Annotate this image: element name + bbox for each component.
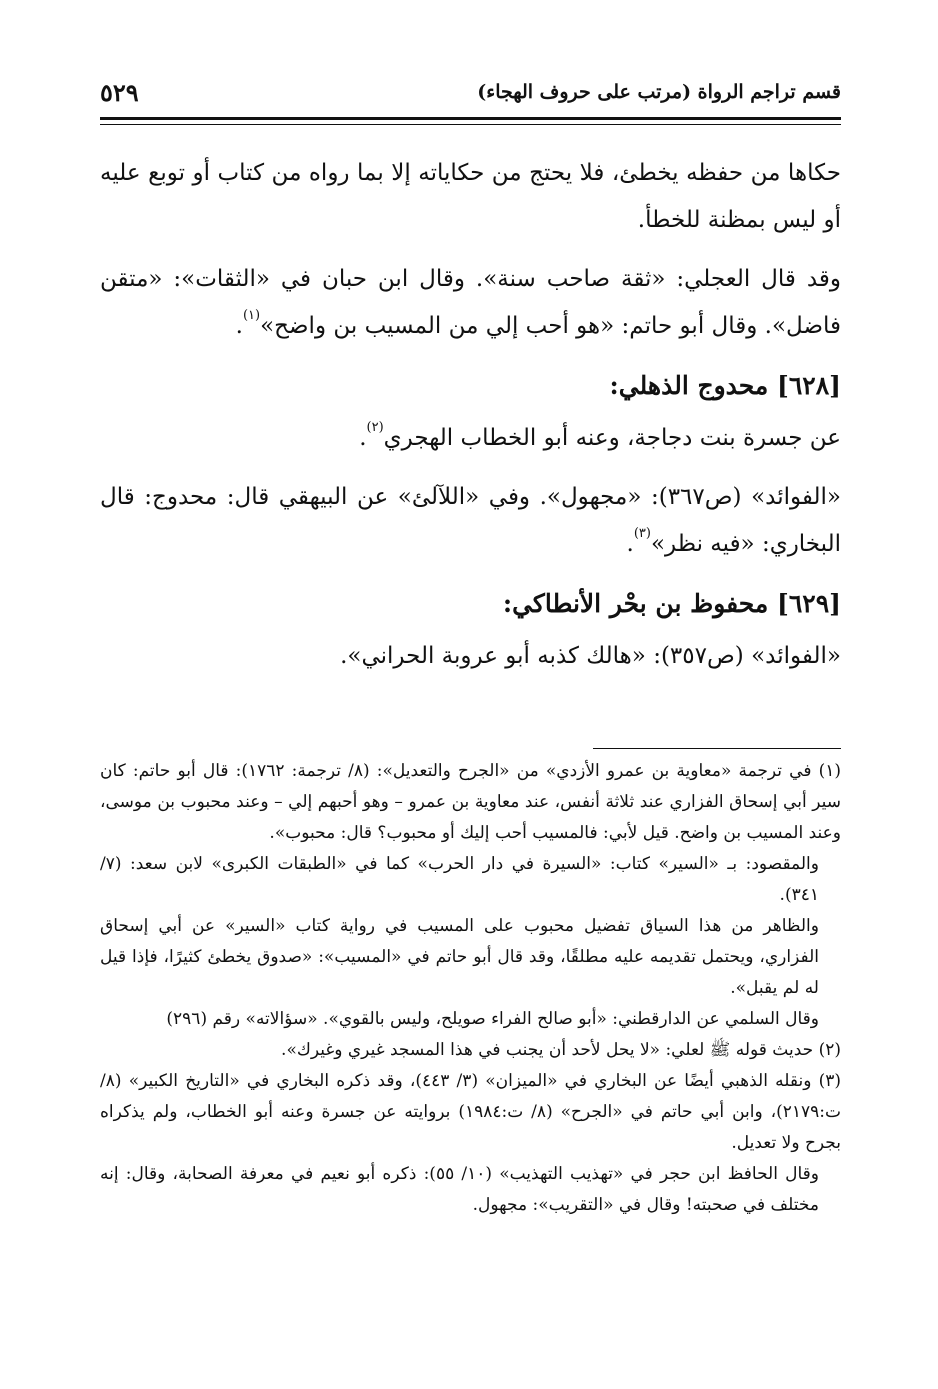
paragraph xyxy=(100,150,841,244)
paragraph xyxy=(100,633,841,680)
footnote-1-continued: والظاهر من هذا السياق تفضيل محبوب على المسيب في رواية كتاب «السير» عن أبي إسحاق الفزاري، ويحتمل تقديمه عليه مطلقًا، وقد قال أبو حاتم في «المسيب»: «صدوق يخطئ كثيرًا، فإذا قيل له لم يقبل». xyxy=(100,916,819,998)
paragraph xyxy=(100,474,841,568)
paragraph-text: «الفوائد» (ص٣٥٧): «هالك كذبه أبو عروبة الحراني». xyxy=(340,643,841,669)
header-rule-thin xyxy=(100,124,841,125)
paragraph-end: . xyxy=(359,425,367,451)
entry-628-title: [٦٢٨] محدوج الذهلي: xyxy=(609,371,841,400)
footnote-separator xyxy=(593,748,841,749)
paragraph-text: وقد قال العجلي: «ثقة صاحب سنة». وقال ابن حبان في «الثقات»: «متقن فاضل». وقال أبو حاتم: «هو أحب إلي من المسيب بن واضح» xyxy=(100,266,841,339)
header-rule-thick xyxy=(100,117,841,120)
footnote-1: (١) في ترجمة «معاوية بن عمرو الأزدي» من «الجرح والتعديل»: (٨/ ترجمة: ١٧٦٢): قال أبو حاتم: كان سير أبي إسحاق الفزاري عند ثلاثة أنفس، عند معاوية بن عمرو – وهو أحبهم إلي – وعند محبوب بن موسى، وعند المسيب بن واضح. قيل لأبي: فالمسيب أحب إليك أو محبوب؟ قال: محبوب». xyxy=(100,761,842,843)
entry-629-title: [٦٢٩] محفوظ بن بحْر الأنطاكي: xyxy=(502,589,841,618)
paragraph-text: حكاها من حفظه يخطئ، فلا يحتج من حكاياته إلا بما رواه من كتاب أو توبع عليه أو ليس بمظنة للخطأ. xyxy=(100,160,841,233)
paragraph xyxy=(100,415,841,462)
page-number: ٥٢٩ xyxy=(100,77,139,107)
paragraph-text: «الفوائد» (ص٣٦٧): «مجهول». وفي «اللآلئ» عن البيهقي قال: محدوج: قال البخاري: «فيه نظر» xyxy=(100,484,842,557)
footnote-3: (٣) ونقله الذهبي أيضًا عن البخاري في «الميزان» (٣/ ٤٤٣)، وقد ذكره البخاري في «التاريخ الكبير» (٨/ ت:٢١٧٩)، وابن أبي حاتم في «الجرح» (٨/ ت:١٩٨٤) بروايته عن جسرة وعنه أبو الخطاب، ولم يذكراه بجرح ولا تعديل. xyxy=(100,1071,842,1153)
main-text xyxy=(100,150,841,692)
footnote-3-continued: وقال الحافظ ابن حجر في «تهذيب التهذيب» (١٠/ ٥٥): ذكره أبو نعيم في معرفة الصحابة، وقال: إنه مختلف في صحبته! وقال في «التقريب»: مجهول. xyxy=(100,1164,819,1215)
footnote-1-continued: وقال السلمي عن الدارقطني: «أبو صالح الفراء صويلح، وليس بالقوي». «سؤالاته» رقم (٢٩٦) xyxy=(166,1009,819,1029)
footnote-1-continued: والمقصود: بـ «السير» كتاب: «السيرة في دار الحرب» كما في «الطبقات الكبرى» لابن سعد: (٧/ ٣٤١). xyxy=(100,854,819,905)
paragraph-text: عن جسرة بنت دجاجة، وعنه أبو الخطاب الهجري xyxy=(383,425,841,451)
paragraph xyxy=(100,256,841,350)
footnote-ref: (١) xyxy=(242,308,261,323)
running-title: قسم تراجم الرواة (مرتب على حروف الهجاء) xyxy=(477,81,841,103)
footnote-ref: (٣) xyxy=(633,526,651,541)
footnote-2: (٢) حديث قوله ﷺ لعلي: «لا يحل لأحد أن يجنب في هذا المسجد غيري وغيرك». xyxy=(281,1040,841,1060)
page-header xyxy=(100,72,841,112)
paragraph-end: . xyxy=(626,531,634,557)
footnote-ref: (٢) xyxy=(366,420,384,435)
footnotes xyxy=(100,756,841,1221)
paragraph-end: . xyxy=(235,313,243,339)
